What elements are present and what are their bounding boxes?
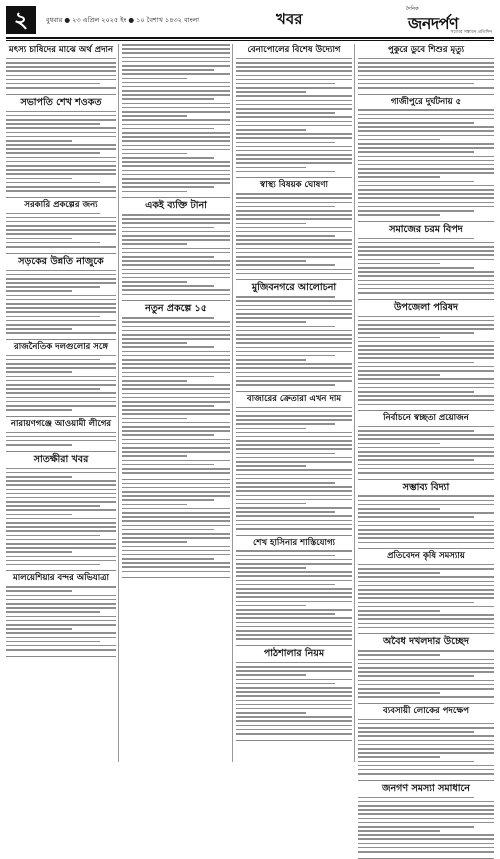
article-headline: বেনাপোলের বিশেষ উদ্যোগ bbox=[247, 45, 341, 55]
article-body bbox=[6, 432, 116, 446]
article-headline: নির্বাচনে স্বচ্ছতা প্রয়োজন bbox=[383, 413, 469, 424]
article-body bbox=[358, 719, 494, 775]
article-divider bbox=[358, 94, 494, 95]
article bbox=[358, 98, 494, 216]
article bbox=[6, 455, 116, 566]
article bbox=[236, 283, 352, 385]
article-divider bbox=[358, 299, 494, 300]
article-body bbox=[6, 355, 116, 411]
article-body bbox=[358, 109, 494, 215]
article-headline: অবৈধ দখলদার উচ্ছেদ bbox=[383, 636, 469, 648]
article bbox=[122, 483, 230, 573]
article-headline: সড়কের উন্নতি নাজুকে bbox=[18, 255, 104, 267]
article bbox=[358, 46, 494, 89]
article-body bbox=[236, 296, 352, 386]
article bbox=[358, 707, 494, 775]
article-headline: জনগণ সমস্যা সমাধানে bbox=[382, 782, 470, 794]
article bbox=[358, 637, 494, 698]
article-body bbox=[122, 44, 230, 192]
section-title: খবর bbox=[276, 10, 303, 28]
article-divider bbox=[236, 177, 352, 178]
article bbox=[122, 201, 230, 295]
article-headline: মুজিবনগরে আলোচনা bbox=[251, 282, 337, 294]
article-divider bbox=[6, 253, 116, 254]
column-2 bbox=[122, 44, 230, 762]
article bbox=[236, 395, 352, 530]
article-body bbox=[236, 662, 352, 735]
article bbox=[6, 257, 116, 334]
article-headline: নতুন প্রকল্পে ১৫ bbox=[145, 303, 207, 315]
article-body bbox=[122, 483, 230, 573]
article-divider bbox=[6, 416, 116, 417]
article-divider bbox=[6, 94, 116, 95]
article bbox=[122, 304, 230, 473]
article-body bbox=[358, 495, 494, 543]
article-headline: প্রতিবেদন কৃষি সমস্যায় bbox=[387, 551, 465, 562]
article-divider bbox=[236, 535, 352, 536]
article-body bbox=[358, 316, 494, 406]
article-divider bbox=[122, 577, 230, 578]
article bbox=[6, 46, 116, 89]
article bbox=[6, 98, 116, 192]
logo-prefix: দৈনিক bbox=[406, 6, 419, 12]
article bbox=[358, 483, 494, 544]
article-body bbox=[236, 193, 352, 274]
article-body bbox=[6, 111, 116, 192]
article-divider bbox=[122, 300, 230, 301]
article-body bbox=[6, 213, 116, 248]
article-body bbox=[6, 270, 116, 334]
article-body bbox=[358, 797, 494, 853]
article-divider bbox=[6, 197, 116, 198]
article bbox=[358, 784, 494, 853]
article-body bbox=[122, 214, 230, 295]
logo-name: জনদর্পণ bbox=[408, 14, 459, 33]
masthead-rule-thin bbox=[6, 40, 494, 41]
article bbox=[358, 225, 494, 294]
article-divider bbox=[122, 197, 230, 198]
page-number: ২ bbox=[6, 6, 36, 34]
article-divider bbox=[6, 656, 116, 657]
article-body bbox=[6, 468, 116, 566]
article-headline: মালয়েশিয়ার বন্দর অভিযাত্রা bbox=[13, 573, 109, 584]
article-body bbox=[236, 407, 352, 530]
article-headline: রাজনৈতিক দলগুলোর সঙ্গে bbox=[14, 341, 108, 352]
article-headline: সরকারি প্রকল্পের জন্য bbox=[24, 199, 98, 210]
masthead bbox=[6, 6, 494, 36]
article bbox=[6, 201, 116, 248]
column-1 bbox=[6, 44, 116, 762]
article-body bbox=[358, 426, 494, 474]
article-body bbox=[358, 564, 494, 628]
article-divider bbox=[236, 740, 352, 741]
article bbox=[6, 343, 116, 411]
masthead-rule bbox=[6, 37, 494, 39]
article-divider bbox=[358, 548, 494, 549]
article-headline: ব্যবসায়ী লোকের পদক্ষেপ bbox=[383, 705, 469, 716]
column-4 bbox=[358, 44, 494, 794]
article-headline: গাজীপুরে দুর্ঘটনায় ৫ bbox=[390, 96, 462, 107]
column-divider bbox=[232, 44, 233, 762]
article bbox=[122, 44, 230, 192]
article-body bbox=[358, 58, 494, 89]
article-divider bbox=[358, 858, 494, 859]
article-divider bbox=[6, 451, 116, 452]
article-headline: পুকুরে ডুবে শিশুর মৃত্যু bbox=[387, 45, 465, 55]
article bbox=[236, 539, 352, 640]
article-body bbox=[6, 586, 116, 650]
dateline: বুধবার ● ২৩ এপ্রিল ২০২৫ ইং ● ১০ বৈশাখ ১৪৩২ বাংলা bbox=[46, 16, 199, 24]
article-headline: উপজেলা পরিষদ bbox=[394, 301, 458, 313]
article-divider bbox=[358, 633, 494, 634]
article-divider bbox=[358, 703, 494, 704]
article-divider bbox=[6, 570, 116, 571]
article-divider bbox=[236, 279, 352, 280]
article bbox=[358, 414, 494, 473]
article-headline: সম্ভাব্য বিদ্যা bbox=[402, 481, 450, 493]
column-divider bbox=[354, 44, 355, 762]
article-body bbox=[358, 238, 494, 294]
article-divider bbox=[358, 221, 494, 222]
article bbox=[236, 181, 352, 274]
article-headline: নারায়ণগঞ্জে আওয়ামী লীগের bbox=[10, 418, 112, 429]
article-divider bbox=[236, 645, 352, 646]
article-divider bbox=[236, 391, 352, 392]
article-divider bbox=[122, 479, 230, 480]
article-body bbox=[122, 317, 230, 474]
article-headline: স্বাস্থ্য বিষয়ক ঘোষণা bbox=[260, 180, 328, 191]
article-headline: বাজারের ক্রেতারা এখন দাম bbox=[246, 393, 342, 404]
article-headline: একই ব্যক্তি টানা bbox=[145, 200, 207, 212]
article-divider bbox=[358, 479, 494, 480]
article-headline: পাঠশালার নিয়ম bbox=[263, 647, 325, 659]
article bbox=[6, 420, 116, 446]
article-body bbox=[236, 550, 352, 640]
article bbox=[358, 303, 494, 405]
article-divider bbox=[6, 339, 116, 340]
article-body bbox=[6, 58, 116, 89]
logo-tagline: সত্যের সন্ধানে প্রতিদিন bbox=[450, 30, 492, 35]
newspaper-logo bbox=[402, 6, 494, 36]
article bbox=[358, 552, 494, 628]
article bbox=[236, 649, 352, 735]
article-divider bbox=[358, 780, 494, 781]
article-headline: সমাজের চরম বিপদ bbox=[389, 223, 463, 235]
column-divider bbox=[118, 44, 119, 762]
article-headline: সাতক্ষীরা খবর bbox=[33, 453, 89, 465]
column-3 bbox=[236, 44, 352, 762]
article-body bbox=[358, 650, 494, 698]
article-headline: শেখ হাসিনার শাস্তিযোগ্য bbox=[252, 537, 336, 548]
article bbox=[6, 574, 116, 650]
article bbox=[236, 46, 352, 172]
article-divider bbox=[358, 410, 494, 411]
article-headline: মৎস্য চাষিদের মাঝে অর্থ প্রদান bbox=[8, 45, 114, 55]
article-body bbox=[236, 58, 352, 173]
article-headline: সভাপতি শেখ শওকত bbox=[20, 96, 102, 108]
